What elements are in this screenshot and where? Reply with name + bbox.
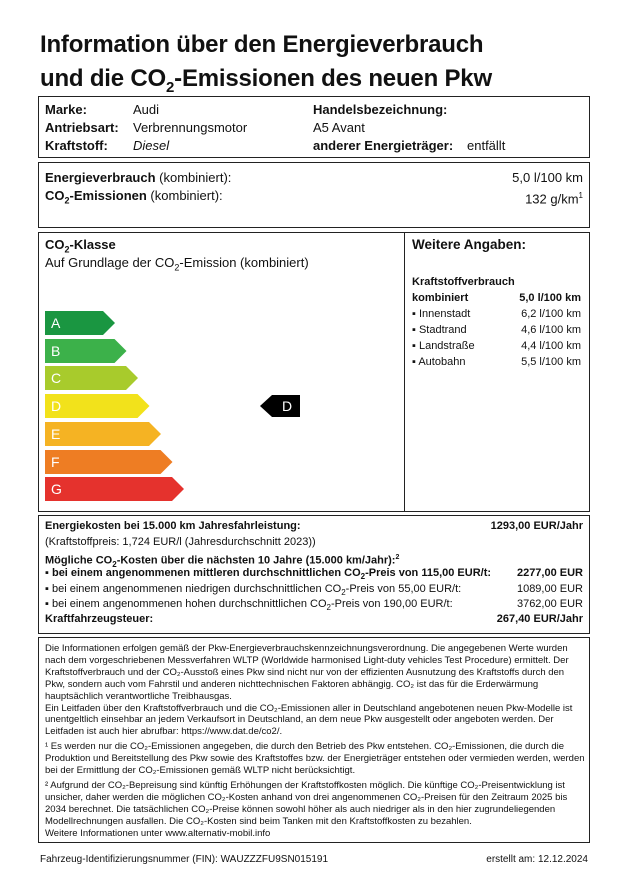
other-energy-label: anderer Energieträger: (313, 138, 454, 153)
energy-consumption-label: Energieverbrauch (kombiniert): (45, 170, 232, 185)
co2-class-basis: Auf Grundlage der $CO_2$-Emission (kombiniert) (45, 255, 309, 273)
fuel-price: (Kraftstoffpreis: 1,724 EUR/l (Jahresdurchschnitt 2023)) (45, 535, 316, 548)
co2-class-d-bar (45, 394, 150, 418)
co2-class-heading: $CO_2$-Klasse (45, 237, 116, 255)
co2-cost-row-value: 3762,00 EUR (516, 598, 583, 610)
drive-label: Antriebsart: (45, 120, 119, 135)
note-footnote-2: ² Aufgrund der CO₂-Bepreisung sind künftig Erhöhungen der Kraftstoffkosten möglich. Die künftige CO₂-Preisentwicklung ist unsicher, daher werden die möglichen CO₂-Kosten anhand von drei angenommenen CO₂-Preisen für den Zeitraum 2025 bis 2034 berechnet. Die tatsächlichen CO₂-Preise können sowohl höher als auch niedriger als in den hier zugrundeliegenden Modellrechnungen ausfallen. Die CO₂-Kosten sind beim Tanken mit den Kraftstoffkosten zu bezahlen. (45, 779, 568, 827)
energy-costs-label: Energiekosten bei 15.000 km Jahresfahrleistung: (45, 520, 301, 532)
tax-value: 267,40 EUR/Jahr (496, 613, 583, 625)
current-class-marker (260, 395, 300, 417)
co2-class-letter: C (51, 370, 62, 387)
combined-value: 5,0 l/100 km (519, 292, 581, 304)
trade-name-value: A5 Avant (313, 120, 365, 135)
consumption-item-value: 6,2 l/100 km (521, 308, 581, 320)
brand-label: Marke: (45, 102, 87, 117)
current-class-letter: D (282, 398, 293, 415)
other-energy-value: entfällt (467, 138, 506, 153)
co2-class-letter: G (51, 481, 62, 498)
co2-class-b-bar (45, 339, 127, 363)
note-paragraph-2: Ein Leitfaden über den Kraftstoffverbrauch und die CO₂-Emissionen aller in Deutschland angebotenen neuen Pkw-Modelle ist unentgeltlich einsehbar an jedem Verkaufsort in Deutschland, an dem neue Pkw ausgestellt oder angeboten werden. Der Leitfaden ist auch hier abrufbar: https://www.dat.de/co2/. (45, 702, 573, 738)
created-date: erstellt am: 12.12.2024 (486, 854, 588, 865)
title-line-2: und die $CO_2$-Emissionen des neuen Pkw (40, 65, 492, 96)
consumption-item-label: ▪ Landstraße (412, 340, 475, 352)
further-info-heading: Weitere Angaben: (412, 237, 527, 252)
co2-emissions-label: $CO_2$-Emissionen (kombiniert): (45, 188, 223, 206)
consumption-item-value: 5,5 l/100 km (521, 356, 581, 368)
co2-cost-row-value: 1089,00 EUR (516, 582, 583, 595)
legal-notes-box (38, 637, 590, 843)
consumption-item-label: ▪ Autobahn (412, 356, 466, 368)
costs-box (38, 515, 590, 634)
co2-class-letter: F (51, 453, 60, 470)
consumption-item-label: ▪ Innenstadt (412, 308, 471, 320)
co2-class-f-bar (45, 450, 173, 474)
brand-value: Audi (133, 102, 160, 117)
consumption-box (38, 162, 590, 228)
co2-class-g-bar (45, 477, 184, 501)
co2-class-letter: A (51, 315, 61, 331)
column-divider (404, 233, 405, 511)
note-paragraph-1: Die Informationen erfolgen gemäß der Pkw-Energieverbrauchskennzeichnungsverordnung. Die angegebenen Werte wurden nach dem vorgeschriebenen Messverfahren WLTP (Worldwide harmonised Light-duty vehicles Test Procedure) ermittelt. Der Kraftstoffverbrauch und der CO₂-Ausstoß eines Pkw sind nicht nur von der effizienten Ausnutzung des Kraftstoffs durch den Pkw, sondern auch vom Fahrstil und anderen nichttechnischen Faktoren abhängig. CO₂ ist das für die Erderwärmung hauptsächlich verantwortliche Treibhausgas. (45, 643, 569, 702)
co2-cost-row-label: ▪ bei einem angenommenen hohen durchschnittlichen $CO_2$-Preis von 190,00 EUR/t: (45, 598, 453, 613)
co2-class-letter: E (51, 425, 61, 442)
fuel-label: Kraftstoff: (45, 138, 108, 153)
combined-label: kombiniert (412, 292, 469, 304)
vehicle-info-box (38, 96, 590, 158)
legal-notes (45, 643, 585, 840)
page-title (40, 28, 600, 105)
title-line-1: Information über den Energieverbrauch (40, 31, 484, 58)
trade-name-label: Handelsbezeichnung: (313, 102, 448, 117)
co2-class-letter: B (51, 342, 61, 359)
co2-cost-row-label: ▪ bei einem angenommenen niedrigen durchschnittlichen $CO_2$-Preis von 55,00 EUR/t: (45, 582, 462, 597)
co2-class-e-bar (45, 422, 161, 446)
consumption-item-value: 4,4 l/100 km (521, 340, 581, 352)
co2-emissions-value: 132 $g/km^1$ (525, 191, 583, 207)
co2-cost-row-value: 2277,00 EUR (516, 567, 583, 579)
fuel-value: Diesel (133, 138, 170, 153)
co2-costs-heading: Mögliche $CO_2$-Kosten über die nächsten 10 Jahre (15.000 km/Jahr):$^2$ (45, 554, 400, 569)
note-more-info: Weitere Informationen unter www.alternativ-mobil.info (45, 827, 271, 839)
co2-class-a-bar (45, 311, 115, 335)
energy-costs-value: 1293,00 EUR/Jahr (490, 520, 583, 532)
energy-consumption-value: 5,0 l/100 km (512, 170, 583, 185)
consumption-item-label: ▪ Stadtrand (412, 324, 467, 336)
co2-cost-row-label: ▪ bei einem angenommenen mittleren durchschnittlichen $CO_2$-Preis von 115,00 EUR/t: (45, 567, 492, 582)
note-footnote-1: ¹ Es werden nur die CO₂-Emissionen angegeben, die durch den Betrieb des Pkw entstehen. CO₂-Emissionen, die durch die Produktion und Bereitstellung des Pkw sowie des Kraftstoffes bzw. der Energieträger entstehen oder vermieden werden, werden bei der Ermittlung der CO₂-Emissionen gemäß WLTP nicht berücksichtigt. (45, 741, 585, 777)
consumption-item-value: 4,6 l/100 km (521, 324, 581, 336)
tax-label: Kraftfahrzeugsteuer: (45, 613, 154, 625)
fuel-consumption-heading: Kraftstoffverbrauch (412, 276, 515, 288)
co2-class-box (38, 232, 590, 512)
co2-class-c-bar (45, 366, 138, 390)
co2-class-letter: D (51, 398, 62, 415)
vehicle-id-number: Fahrzeug-Identifizierungsnummer (FIN): WAUZZZFU9SN015191 (40, 854, 329, 865)
drive-value: Verbrennungsmotor (133, 120, 248, 135)
